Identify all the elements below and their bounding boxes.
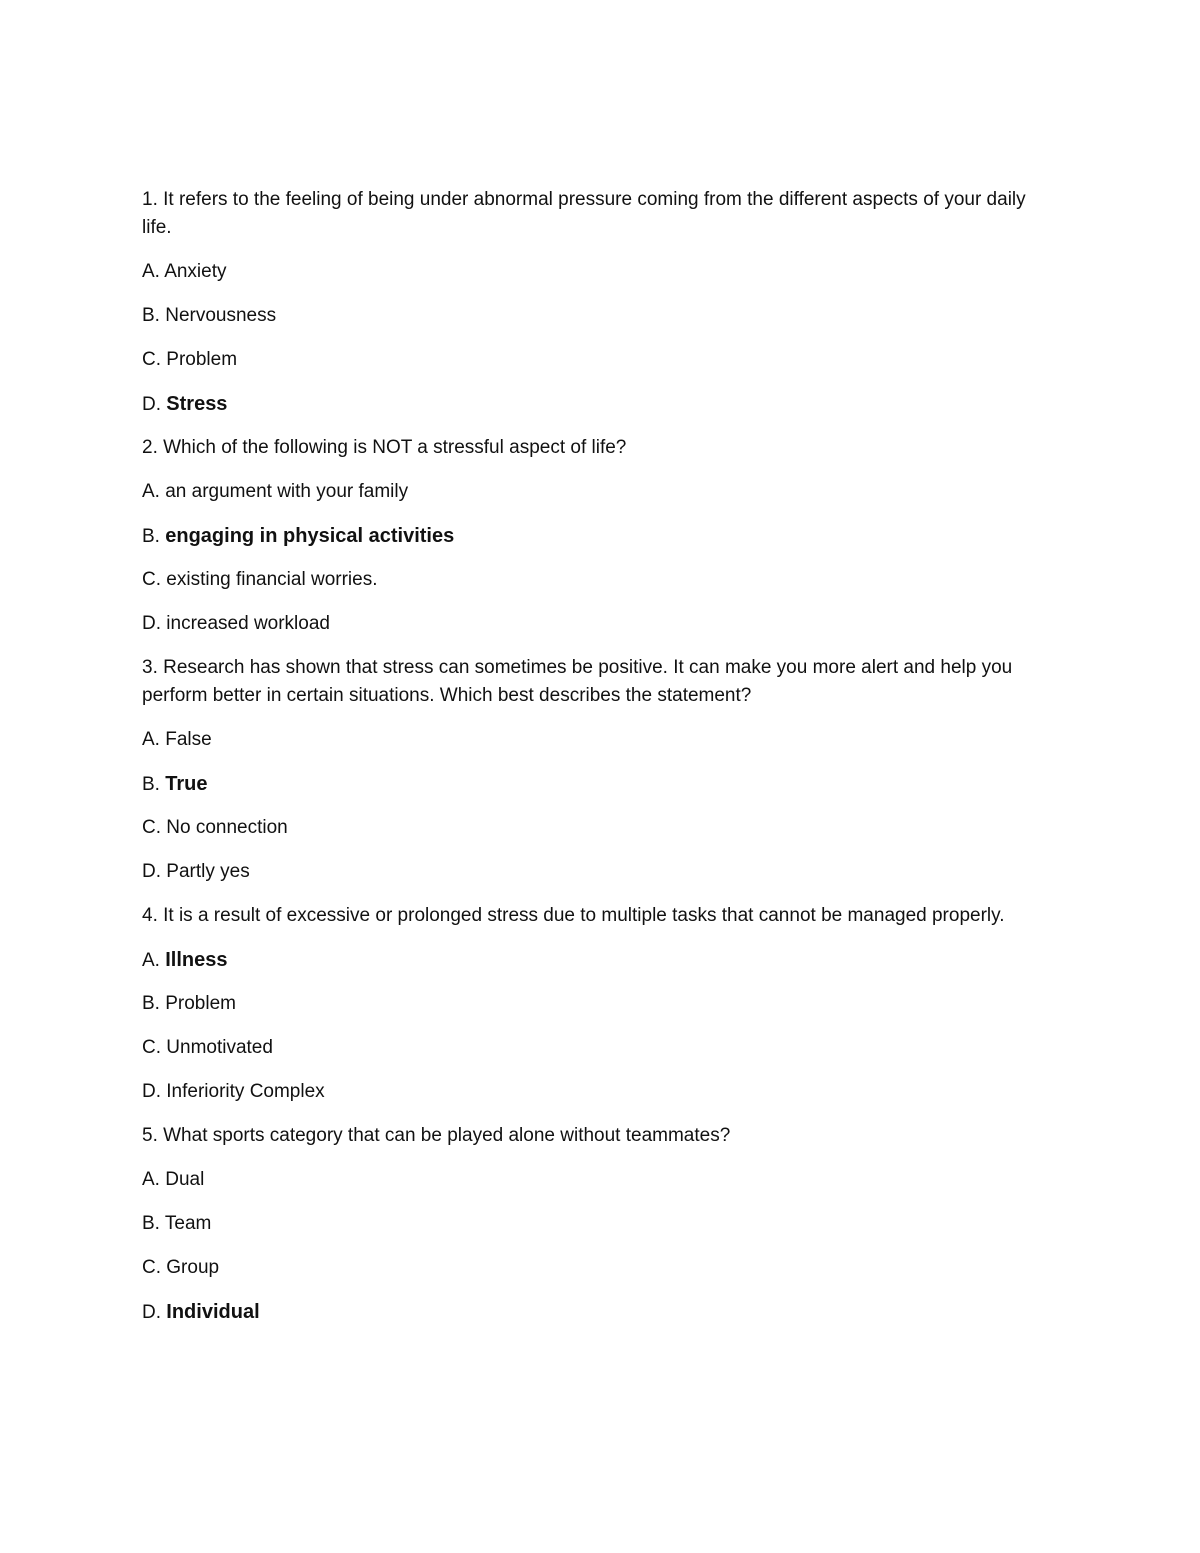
- correct-answer-text: Stress: [166, 393, 228, 415]
- question-text: 3. Research has shown that stress can sometimes be positive. It can make you more alert and help you perform better in certain situations. Which best describes the statement?: [142, 657, 1013, 706]
- option-letter: B.: [142, 993, 160, 1014]
- option-text: False: [165, 729, 212, 750]
- question-text: 1. It refers to the feeling of being under abnormal pressure coming from the different aspects of your daily life.: [142, 189, 1026, 238]
- option-letter: A.: [142, 950, 160, 971]
- option-letter: C.: [142, 569, 161, 590]
- correct-answer-text: True: [165, 773, 208, 795]
- option-letter: D.: [142, 1081, 161, 1102]
- option-text: an argument with your family: [165, 481, 409, 502]
- option-c: [142, 814, 1047, 842]
- option-letter: C.: [142, 349, 161, 370]
- option-letter: C.: [142, 1257, 161, 1278]
- question-block-1: [142, 186, 1047, 418]
- option-text: existing financial worries.: [166, 569, 378, 590]
- option-letter: A.: [142, 481, 160, 502]
- option-text: No connection: [166, 817, 288, 838]
- option-letter: A.: [142, 1169, 160, 1190]
- option-c: [142, 1254, 1047, 1282]
- question-block-3: [142, 654, 1047, 886]
- option-text: Nervousness: [165, 305, 277, 326]
- option-letter: C.: [142, 817, 161, 838]
- option-letter: D.: [142, 861, 161, 882]
- option-a: [142, 478, 1047, 506]
- option-d: [142, 610, 1047, 638]
- correct-answer-text: engaging in physical activities: [165, 525, 455, 547]
- option-letter: B.: [142, 774, 160, 795]
- option-letter: A.: [142, 729, 160, 750]
- question-text: 5. What sports category that can be played alone without teammates?: [142, 1125, 731, 1146]
- option-b-correct: [142, 770, 1047, 798]
- option-b: [142, 1210, 1047, 1238]
- option-text: Partly yes: [166, 861, 250, 882]
- option-text: Inferiority Complex: [166, 1081, 325, 1102]
- question-text: 2. Which of the following is NOT a stressful aspect of life?: [142, 437, 627, 458]
- option-text: Problem: [166, 349, 238, 370]
- option-text: Team: [164, 1213, 212, 1234]
- option-text: Group: [166, 1257, 220, 1278]
- option-letter: A.: [142, 261, 160, 282]
- question-block-4: [142, 902, 1047, 1106]
- option-c: [142, 346, 1047, 374]
- option-text: Anxiety: [164, 261, 227, 282]
- option-letter: B.: [142, 526, 160, 547]
- correct-answer-text: Individual: [166, 1301, 260, 1323]
- option-c: [142, 566, 1047, 594]
- option-text: Problem: [165, 993, 236, 1014]
- option-d-correct: [142, 1298, 1047, 1326]
- option-letter: D.: [142, 1302, 161, 1323]
- option-text: Dual: [165, 1169, 205, 1190]
- question-block-5: [142, 1122, 1047, 1326]
- option-b-correct: [142, 522, 1047, 550]
- option-d: [142, 858, 1047, 886]
- option-c: [142, 1034, 1047, 1062]
- option-letter: D.: [142, 394, 161, 415]
- correct-answer-text: Illness: [165, 949, 228, 971]
- option-text: Unmotivated: [166, 1037, 273, 1058]
- option-letter: B.: [142, 305, 160, 326]
- option-b: [142, 990, 1047, 1018]
- option-d-correct: [142, 390, 1047, 418]
- option-text: increased workload: [166, 613, 330, 634]
- option-a: [142, 1166, 1047, 1194]
- option-d: [142, 1078, 1047, 1106]
- option-a: [142, 726, 1047, 754]
- option-letter: C.: [142, 1037, 161, 1058]
- option-a-correct: [142, 946, 1047, 974]
- option-letter: B.: [142, 1213, 160, 1234]
- question-block-2: [142, 434, 1047, 638]
- quiz-content: [142, 186, 1047, 1342]
- option-b: [142, 302, 1047, 330]
- option-letter: D.: [142, 613, 161, 634]
- option-a: [142, 258, 1047, 286]
- question-text: 4. It is a result of excessive or prolonged stress due to multiple tasks that cannot be managed properly.: [142, 905, 1005, 926]
